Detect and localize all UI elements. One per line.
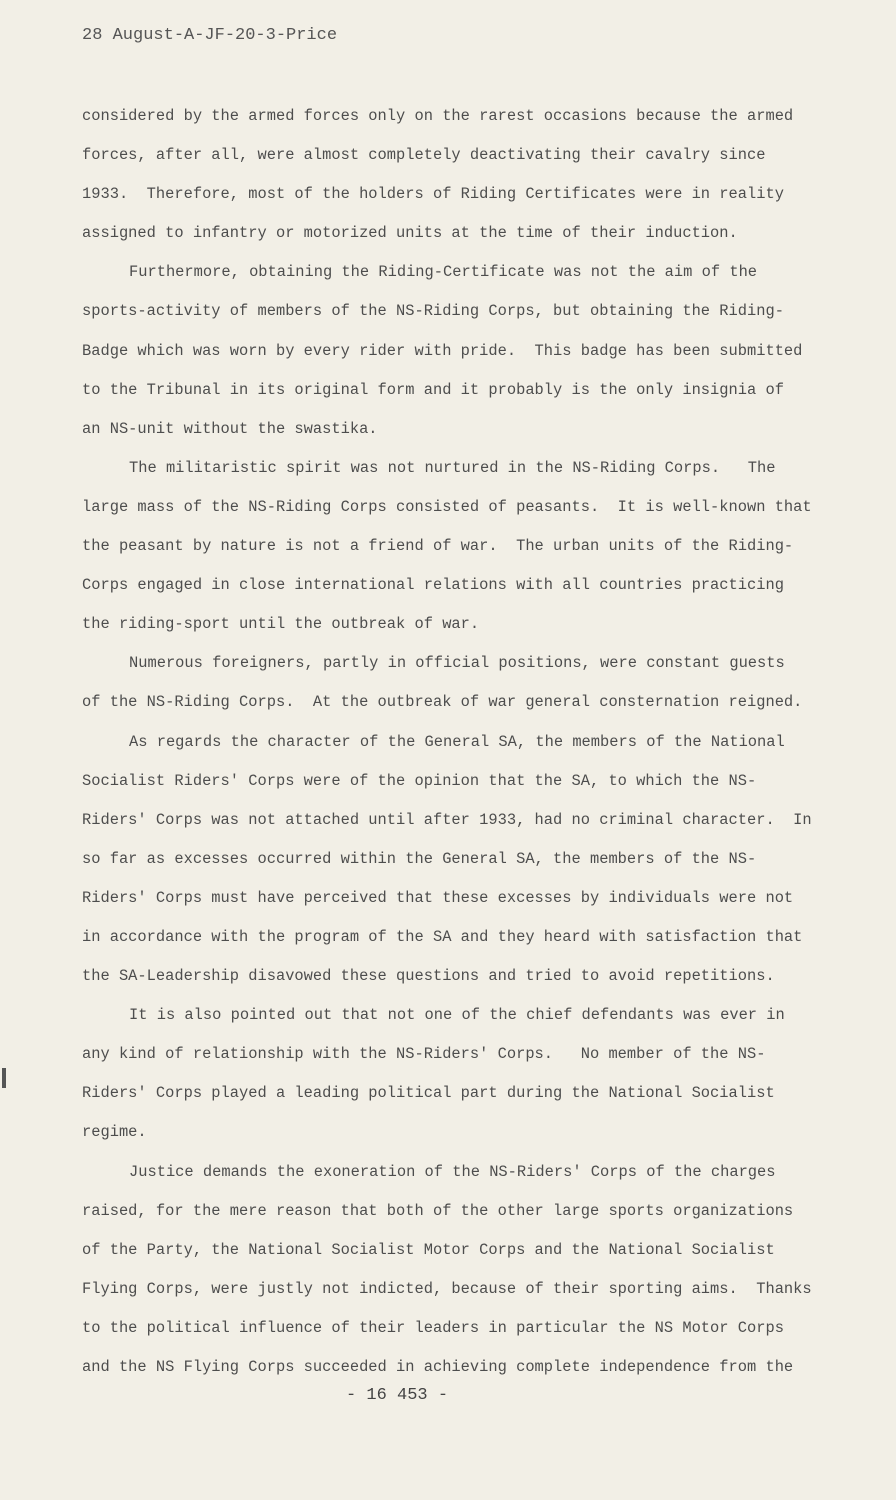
text-line: assigned to infantry or motorized units at the time of their induction. — [82, 224, 738, 243]
text-line: Riders' Corps must have perceived that these excesses by individuals were not — [82, 888, 794, 907]
text-line: of the Party, the National Socialist Motor Corps and the National Socialist — [82, 1240, 775, 1259]
text-line: the SA-Leadership disavowed these questions and tried to avoid repetitions. — [82, 967, 775, 986]
text-line: raised, for the mere reason that both of the other large sports organizations — [82, 1201, 794, 1220]
text-line: an NS-unit without the swastika. — [82, 419, 378, 438]
text-line: Riders' Corps played a leading political part during the National Socialist — [82, 1084, 775, 1103]
page-header: 28 August-A-JF-20-3-Price — [82, 26, 338, 45]
text-line: so far as excesses occurred within the General SA, the members of the NS- — [82, 849, 757, 868]
text-line: 1933. Therefore, most of the holders of Riding Certificates were in reality — [82, 185, 784, 204]
text-line: Riders' Corps was not attached until after 1933, had no criminal character. In — [82, 810, 812, 829]
text-line: Flying Corps, were justly not indicted, because of their sporting aims. Thanks — [82, 1279, 812, 1298]
text-line: Furthermore, obtaining the Riding-Certificate was not the aim of the — [129, 263, 758, 282]
text-line: Corps engaged in close international relations with all countries practicing — [82, 576, 784, 595]
body-text — [82, 97, 842, 1387]
text-line: As regards the character of the General SA, the members of the National — [129, 732, 785, 751]
text-line: and the NS Flying Corps succeeded in achieving complete independence from the — [82, 1358, 794, 1376]
text-line: The militaristic spirit was not nurtured in the NS-Riding Corps. The — [129, 458, 776, 477]
text-line: Badge which was worn by every rider with pride. This badge has been submitted — [82, 341, 803, 360]
text-line: of the NS-Riding Corps. At the outbreak of war general consternation reigned. — [82, 693, 803, 712]
page-number: - 16 453 - — [346, 1386, 449, 1405]
text-line: It is also pointed out that not one of the chief defendants was ever in — [129, 1006, 785, 1025]
text-line: the peasant by nature is not a friend of war. The urban units of the Riding- — [82, 537, 794, 556]
text-line: Justice demands the exoneration of the NS-Riders' Corps of the charges — [129, 1162, 776, 1181]
text-line: to the Tribunal in its original form and it probably is the only insignia of — [82, 380, 784, 399]
text-line: sports-activity of members of the NS-Riding Corps, but obtaining the Riding- — [82, 302, 784, 321]
edge-mark — [2, 1068, 6, 1088]
text-line: considered by the armed forces only on the rarest occasions because the armed — [82, 107, 794, 125]
text-line: regime. — [82, 1123, 147, 1142]
text-line: forces, after all, were almost completely deactivating their cavalry since — [82, 146, 766, 165]
text-line: to the political influence of their leaders in particular the NS Motor Corps — [82, 1318, 784, 1337]
text-line: any kind of relationship with the NS-Riders' Corps. No member of the NS- — [82, 1045, 766, 1064]
text-line: Socialist Riders' Corps were of the opinion that the SA, to which the NS- — [82, 771, 757, 790]
text-line: the riding-sport until the outbreak of war. — [82, 615, 480, 634]
text-line: large mass of the NS-Riding Corps consisted of peasants. It is well-known that — [82, 497, 812, 516]
text-line: Numerous foreigners, partly in official positions, were constant guests — [129, 654, 785, 673]
text-line: in accordance with the program of the SA and they heard with satisfaction that — [82, 927, 803, 946]
